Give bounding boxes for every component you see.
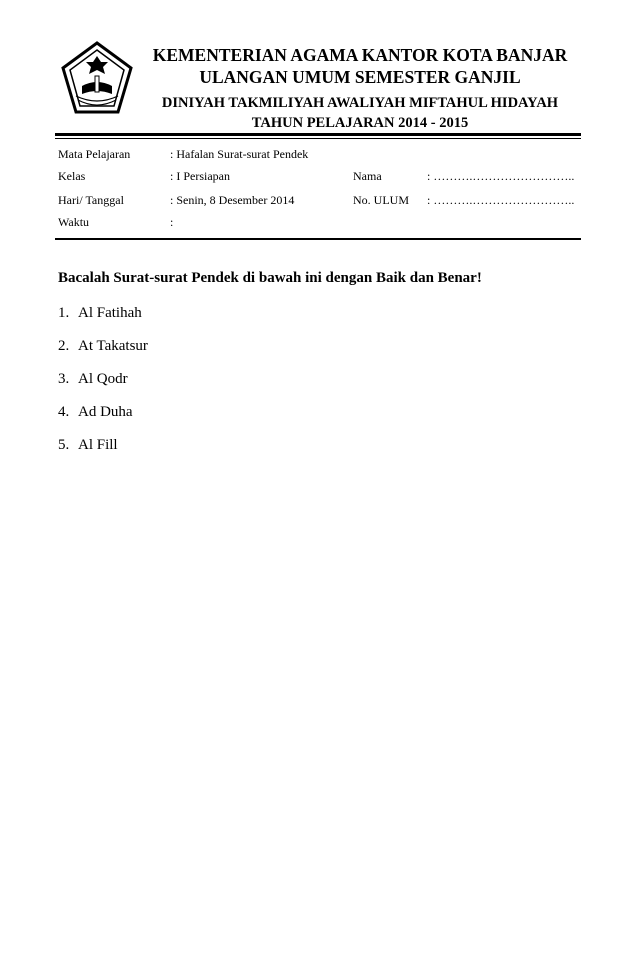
question-number: 2.	[58, 338, 70, 354]
question-number: 5.	[58, 437, 70, 453]
kelas-value: : I Persiapan	[170, 169, 230, 183]
nama-label: Nama	[353, 169, 382, 183]
header-divider-thin	[55, 138, 581, 139]
header-exam-title: ULANGAN UMUM SEMESTER GANJIL	[199, 67, 521, 87]
question-item	[58, 305, 142, 322]
instruction-text: Bacalah Surat-surat Pendek di bawah ini dengan Baik dan Benar!	[58, 270, 482, 286]
question-number: 4.	[58, 404, 70, 420]
header-divider-thick	[55, 133, 581, 136]
header-title: KEMENTERIAN AGAMA KANTOR KOTA BANJAR	[152, 45, 568, 65]
hari-label: Hari/ Tanggal	[58, 193, 124, 207]
ulum-field: : ……….……………………..	[427, 193, 575, 207]
question-text: At Takatsur	[78, 338, 148, 354]
question-text: Al Fill	[78, 437, 118, 453]
info-divider	[55, 238, 581, 240]
question-text: Al Qodr	[78, 371, 128, 387]
ulum-label: No. ULUM	[353, 193, 409, 207]
waktu-value: :	[170, 215, 174, 229]
header-school-year: TAHUN PELAJARAN 2014 - 2015	[251, 115, 469, 131]
question-number: 3.	[58, 371, 70, 387]
mapel-value: : Hafalan Surat-surat Pendek	[170, 147, 309, 161]
question-item	[58, 404, 133, 421]
nama-field: : ……….……………………..	[427, 169, 575, 183]
question-item	[58, 437, 118, 454]
question-number: 1.	[58, 305, 70, 321]
waktu-label: Waktu	[58, 215, 90, 229]
question-item	[58, 371, 128, 388]
question-text: Ad Duha	[78, 404, 133, 420]
kelas-label: Kelas	[58, 169, 86, 183]
mapel-label: Mata Pelajaran	[58, 147, 131, 161]
kementerian-agama-emblem-icon	[58, 40, 136, 118]
hari-value: : Senin, 8 Desember 2014	[170, 193, 295, 207]
header-school-name: DINIYAH TAKMILIYAH AWALIYAH MIFTAHUL HIDAYAH	[161, 95, 559, 111]
question-item	[58, 338, 148, 355]
question-text: Al Fatihah	[78, 305, 142, 321]
